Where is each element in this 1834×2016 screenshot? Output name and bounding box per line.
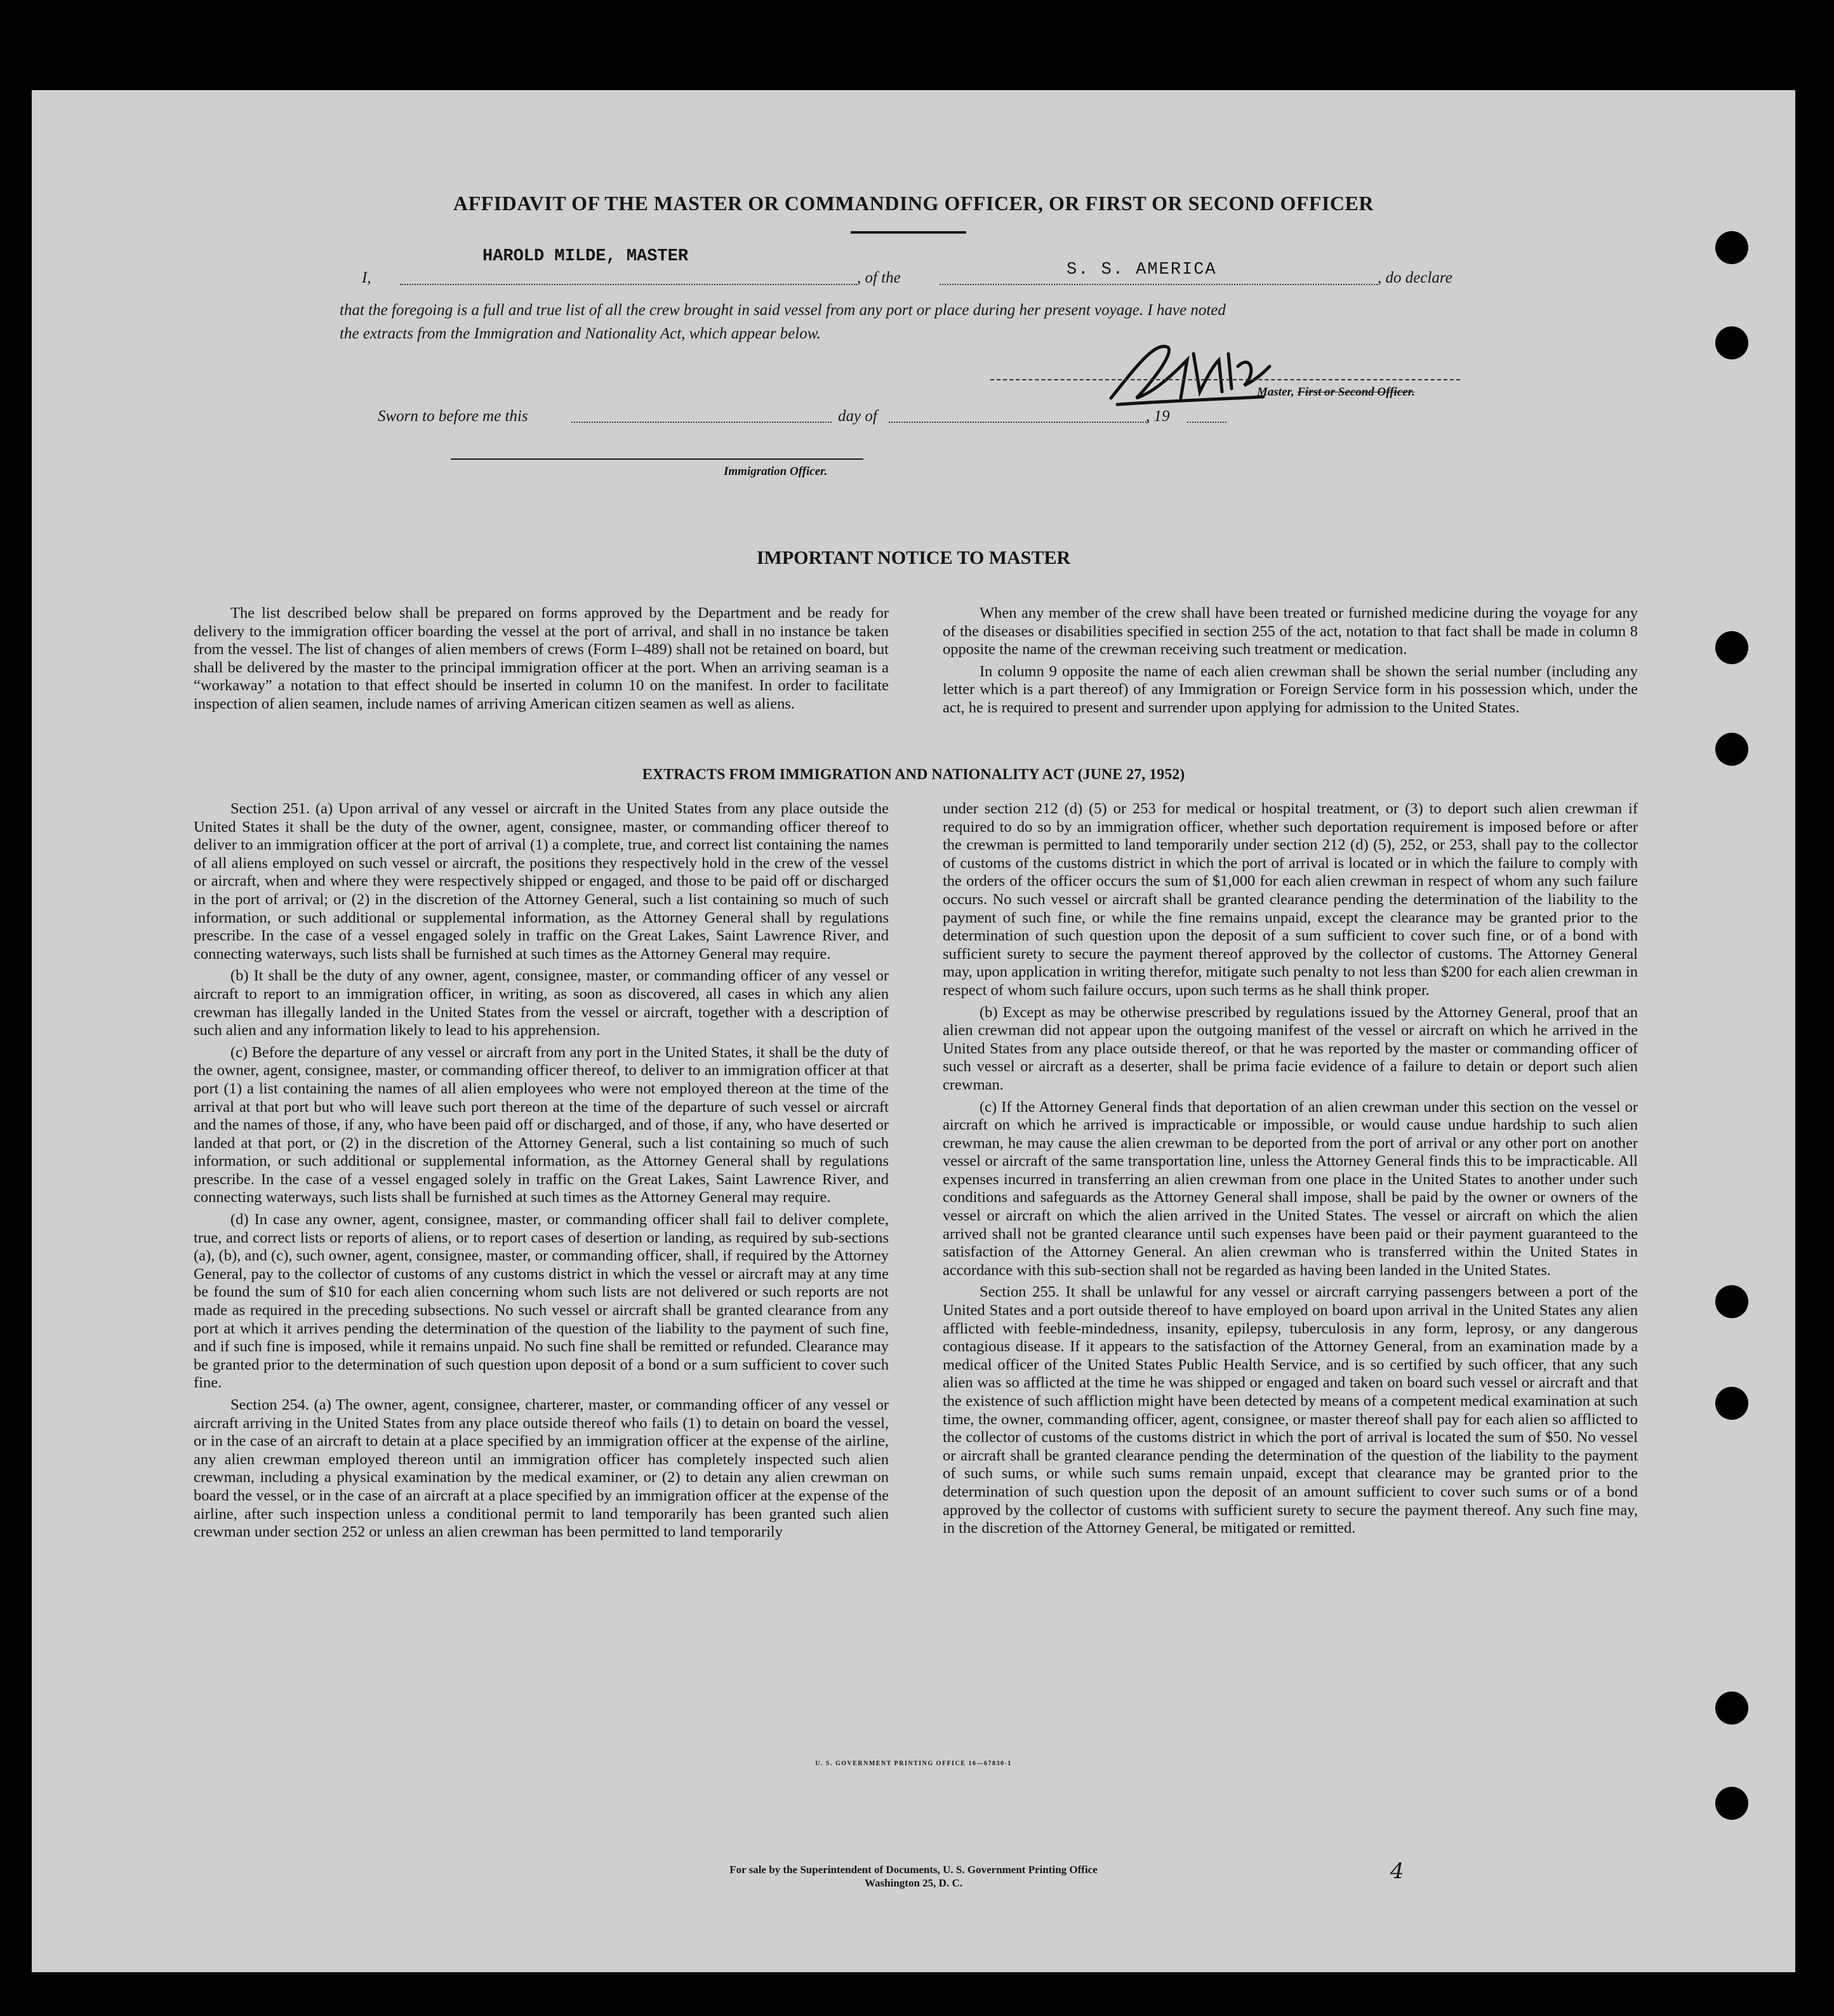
signature-image (1098, 328, 1289, 417)
immigration-officer-label: Immigration Officer. (724, 465, 828, 478)
notice-left-column (194, 604, 889, 714)
sale-notice-line-2: Washington 25, D. C. (865, 1877, 962, 1889)
section-254-a: Section 254. (a) The owner, agent, consignee, charterer, master, or commanding officer of any vessel or aircraft arriving in the United States from any place outside thereof who fails (1) to detain on board the vessel, or in the case of an aircraft to detain at a place specified by an immigration officer at the expense of the airline, any alien crewman employed thereon until an immigration officer has completely inspected such alien crewman, including a physical examination by the medical examiner, or (2) to detain any alien crewman on board the vessel, or in the case of an aircraft at a place specified by an immigration officer at the expense of the airline, after such inspection unless a conditional permit to land temporarily has been granted such alien crewman under section 252 or unless an alien crewman has been permitted to land temporarily (194, 1396, 889, 1541)
notice-paragraph: In column 9 opposite the name of each alien crewman shall be shown the serial number (including any letter which is a part thereof) of any Immigration or Foreign Service form in his possession which, under the act, he is required to present and surrender upon applying for admission to the United States. (943, 662, 1638, 716)
year-blank (1187, 422, 1226, 423)
signature-blank (990, 379, 1460, 380)
handwritten-page-number: 4 (1390, 1859, 1404, 1884)
punch-hole (1715, 326, 1748, 359)
typed-vessel: S. S. AMERICA (1067, 260, 1217, 279)
sworn-day-blank (571, 422, 832, 423)
punch-hole (1715, 631, 1748, 664)
officer-signature-line (451, 458, 863, 460)
punch-hole (1715, 1387, 1748, 1420)
master-label (1257, 385, 1415, 399)
section-251-d: (d) In case any owner, agent, consignee, master, or commanding officer shall fail to deliver complete, true, and correct lists or reports of aliens, or to report cases of desertion or landing, as required by sub-sections (a), (b), and (c), such owner, agent, consignee, master, or commanding officer, shall, if required by the Attorney General, pay to the collector of customs of any customs district in which the vessel or aircraft may at any time be found the sum of $10 for each alien concerning whom such lists are not delivered or such reports are not made as required in the preceding subsections. No such vessel or aircraft shall be granted clearance from any port at which it arrives pending the determination of the question of the liability to the payment of such fine, and if such fine is imposed, while it remains unpaid. No such fine shall be remitted or refunded. Clearance may be granted prior to the determination of such question upon deposit of a bond or a sum sufficient to cover such fine. (194, 1211, 889, 1392)
document-page (32, 90, 1795, 1972)
notice-paragraph: When any member of the crew shall have been treated or furnished medicine during the voyage for any of the diseases or disabilities specified in section 255 of the act, notation to that fact shall be made in column 8 opposite the name of the crewman receiving such treatment or medication. (943, 604, 1638, 658)
section-251-a: Section 251. (a) Upon arrival of any vessel or aircraft in the United States from any place outside the United States it shall be the duty of the owner, agent, consignee, master, or commanding officer thereof to deliver to an immigration officer at the port of arrival (1) a complete, true, and correct list containing the names of all aliens employed on such vessel or aircraft, the positions they respectively hold in the crew of the vessel or aircraft, when and where they were respectively shipped or engaged, and those to be paid off or discharged in the port of arrival; or (2) in the discretion of the Attorney General, such a list containing so much of such information, or such additional or supplemental information, as the Attorney General shall by regulations prescribe. In the case of a vessel engaged solely in traffic on the Great Lakes, Saint Lawrence River, and connecting waterways, such lists shall be furnished at such times as the Attorney General may require. (194, 800, 889, 963)
extracts-right-column (943, 800, 1638, 1538)
notice-right-column (943, 604, 1638, 718)
master-word: Master, (1257, 385, 1294, 399)
name-blank (400, 284, 857, 285)
sale-notice-line-1: For sale by the Superintendent of Documents, U. S. Government Printing Office (729, 1864, 1098, 1876)
title-rule (851, 231, 966, 234)
year-label: , 19 (1146, 408, 1170, 425)
sworn-label: Sworn to before me this (378, 408, 528, 425)
affidavit-line-3: the extracts from the Immigration and Nationality Act, which appear below. (340, 325, 821, 342)
punch-hole (1715, 733, 1748, 766)
vessel-blank (940, 284, 1378, 285)
sworn-month-blank (889, 422, 1149, 423)
declare-label: , do declare (1378, 269, 1452, 286)
notice-title: IMPORTANT NOTICE TO MASTER (756, 547, 1071, 568)
section-254-b: (b) Except as may be otherwise prescribed by regulations issued by the Attorney General, proof that an alien crewman did not appear upon the outgoing manifest of the vessel or aircraft on which he arrived in the United States from any place outside thereof, or that he was reported by the master or commanding officer of such vessel or aircraft as a deserter, shall be prima facie evidence of a failure to detain or deport such alien crewman. (943, 1003, 1638, 1093)
affidavit-title: AFFIDAVIT OF THE MASTER OR COMMANDING OFFICER, OR FIRST OR SECOND OFFICER (453, 192, 1374, 215)
extracts-title: EXTRACTS FROM IMMIGRATION AND NATIONALITY ACT (JUNE 27, 1952) (642, 766, 1185, 783)
punch-hole (1715, 231, 1748, 264)
section-255: Section 255. It shall be unlawful for any vessel or aircraft carrying passengers between a port of the United States and a port outside thereof to have employed on board upon arrival in the United States any alien afflicted with feeble-mindedness, insanity, epilepsy, tuberculosis in any form, leprosy, or any dangerous contagious disease. If it appears to the satisfaction of the Attorney General, from an examination made by a medical officer of the United States Public Health Service, and is so certified by such officer, that any such alien was so afflicted at the time he was shipped or engaged and taken on board such vessel or aircraft and that the existence of such affliction might have been detected by means of a competent medical examination at such time, the owner, commanding officer, agent, consignee, or master thereof shall pay for each alien so afflicted to the collector of customs of the customs district in which the port of arrival is located the sum of $50. No vessel or aircraft shall be granted clearance pending the determination of the question of the liability to the payment of such sums, or while such sums remain unpaid, except that clearance may be granted prior to the determination of such question upon the deposit of an amount sufficient to cover such sums or of a bond approved by the collector of customs with sufficient surety to secure the payment thereof. Any such fine may, in the discretion of the Attorney General, be mitigated or remitted. (943, 1283, 1638, 1537)
typed-name: HAROLD MILDE, MASTER (482, 247, 689, 266)
of-the-label: , of the (857, 269, 901, 286)
section-251-b: (b) It shall be the duty of any owner, agent, consignee, master, or commanding officer of any vessel or aircraft to report to an immigration officer, in writing, as soon as discovered, all cases in which any alien crewman has illegally landed in the United States from the vessel or aircraft, together with a description of such alien and any information likely to lead to his apprehension. (194, 967, 889, 1039)
punch-hole (1715, 1787, 1748, 1820)
i-label: I, (362, 269, 371, 286)
struck-officer-label: First or Second Officer. (1297, 385, 1415, 399)
section-251-c: (c) Before the departure of any vessel or aircraft from any port in the United States, it shall be the duty of the owner, agent, consignee, master, or commanding officer thereof, to deliver to an immigration officer at that port (1) a list containing the names of all alien employees who were not employed thereon at the time of the arrival at that port but who will leave such port thereon at the time of the departure of such vessel or aircraft and the names of those, if any, who have been paid off or discharged, and of those, if any, who have deserted or landed at that port, or (2) in the discretion of the Attorney General, such a list containing so much of such information, or such additional or supplemental information, as the Attorney General shall by regulations prescribe. In the case of a vessel engaged solely in traffic on the Great Lakes, Saint Lawrence River, and connecting waterways, such lists shall be furnished at such times as the Attorney General may require. (194, 1043, 889, 1206)
punch-hole (1715, 1692, 1748, 1725)
punch-hole (1715, 1285, 1748, 1318)
affidavit-line-2: that the foregoing is a full and true list of all the crew brought in said vessel from any port or place during her present voyage. I have noted (340, 302, 1226, 319)
gpo-imprint: U. S. GOVERNMENT PRINTING OFFICE 16—67830-1 (815, 1760, 1012, 1767)
extracts-left-column (194, 800, 889, 1542)
section-254-a-continued: under section 212 (d) (5) or 253 for medical or hospital treatment, or (3) to deport such alien crewman if required to do so by an immigration officer, whether such deportation requirement is imposed before or after the crewman is permitted to land temporarily under section 212 (d) (5), 252, or 253, shall pay to the collector of customs of the customs district in which the port of arrival is located or in which the failure to comply with the orders of the officer occurs the sum of $1,000 for each alien crewman in respect of whom any such failure occurs. No such vessel or aircraft shall be granted clearance pending the determination of the liability to the payment of such fine, or while the fine remains unpaid, except the clearance may be granted prior to the determination of such question upon the deposit of a sum sufficient to cover such fine, or of a bond with sufficient surety to secure the payment thereof approved by the collector of customs. The Attorney General may, upon application in writing therefor, mitigate such penalty to not less than $200 for each alien crewman in respect of whom such failure occurs, upon such terms as he shall think proper. (943, 800, 1638, 999)
section-254-c: (c) If the Attorney General finds that deportation of an alien crewman under this section on the vessel or aircraft on which he arrived is impracticable or impossible, or would cause undue hardship to such alien crewman, he may cause the alien crewman to be deported from the port of arrival or any other port on another vessel or aircraft of the same transportation line, unless the Attorney General finds this to be impracticable. All expenses incurred in transferring an alien crewman from one place in the United States to another under such conditions and safeguards as the Attorney General shall impose, shall be paid by the owner or owners of the vessel or aircraft on which the alien arrived in the United States. The vessel or aircraft on which the alien arrived shall not be granted clearance until such expenses have been paid or their payment guaranteed to the satisfaction of the Attorney General. An alien crewman who is transferred within the United States in accordance with this sub-section shall not be regarded as having been landed in the United States. (943, 1098, 1638, 1279)
day-of-label: day of (838, 408, 877, 425)
notice-paragraph: The list described below shall be prepared on forms approved by the Department and be ready for delivery to the immigration officer boarding the vessel at the port of arrival, and shall in no instance be taken from the vessel. The list of changes of alien members of crews (Form I–489) shall not be retained on board, but shall be delivered by the master to the principal immigration officer at the port. When an arriving seaman is a “workaway” a notation to that effect should be inserted in column 10 on the manifest. In order to facilitate inspection of alien seamen, include names of arriving American citizen seamen as well as aliens. (194, 604, 889, 712)
